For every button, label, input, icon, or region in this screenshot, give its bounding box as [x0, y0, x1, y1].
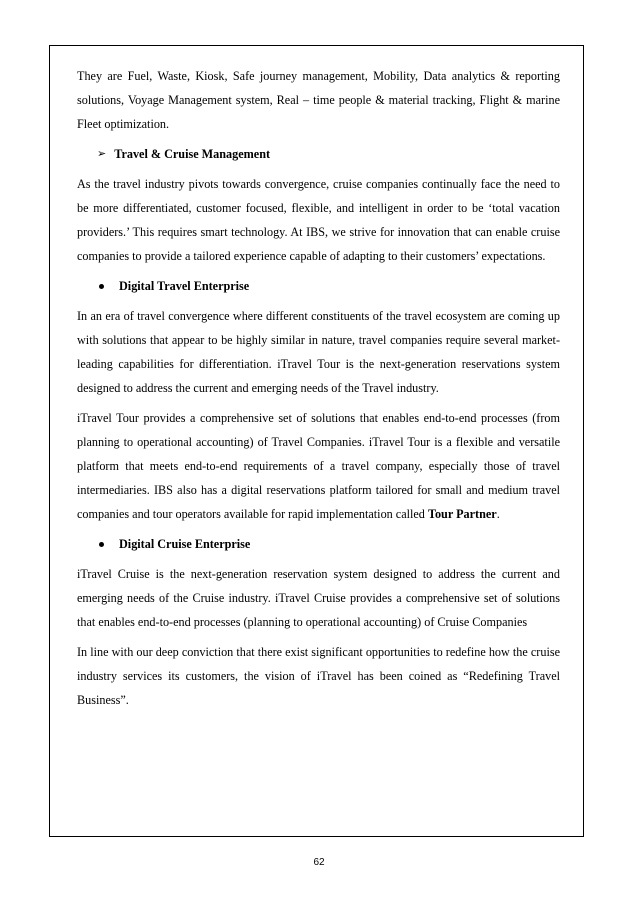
bullet-dot-icon: [99, 284, 104, 289]
paragraph-cruise-convergence: As the travel industry pivots towards convergence, cruise companies continually face the need to be more differentiated, customer focused, flexible, and intelligent in order to be ‘total vacation providers.’ This requires smart technology. At IBS, we strive for innovation that can enable cruise companies to provide a tailored experience capable of adapting to their customers’ expectations.: [77, 177, 560, 263]
page-number: 62: [313, 857, 325, 868]
paragraph-itravel-tour-text: iTravel Tour provides a comprehensive set of solutions that enables end-to-end processes (from planning to operational accounting) of Travel Companies. iTravel Tour is a flexible and versatile platform that meets end-to-end requirements of a travel company, especially those of travel intermediaries. IBS also has a digital reservations platform tailored for small and medium travel companies and tour operators available for rapid implementation called: [77, 411, 560, 521]
section-heading-label: Travel & Cruise Management: [114, 147, 271, 161]
section-heading-travel-cruise-management: [77, 142, 560, 166]
paragraph-travel-convergence: In an era of travel convergence where different constituents of the travel ecosystem are coming up with solutions that appear to be highly similar in nature, travel companies require several market-leading capabilities for differentiation. iTravel Tour is the next-generation reservations system designed to address the current and emerging needs of the Travel industry.: [77, 309, 560, 395]
paragraph-itravel-tour: [77, 406, 560, 526]
document-body: [77, 64, 560, 718]
subheading-digital-cruise-enterprise: [77, 532, 560, 556]
paragraph-vision: In line with our deep conviction that there exist significant opportunities to redefine how the cruise industry services its customers, the vision of iTravel has been coined as “Redefining Travel Business”.: [77, 645, 560, 707]
subheading-label: Digital Travel Enterprise: [119, 279, 250, 293]
bullet-dot-icon: [99, 542, 104, 547]
paragraph-itravel-tour-end: .: [496, 507, 500, 521]
paragraph-services-list: They are Fuel, Waste, Kiosk, Safe journey management, Mobility, Data analytics & reporting solutions, Voyage Management system, Real – time people & material tracking, Flight & marine Fleet optimization.: [77, 69, 560, 131]
paragraph-itravel-cruise: iTravel Cruise is the next-generation reservation system designed to address the current and emerging needs of the Cruise industry. iTravel Cruise provides a comprehensive set of solutions that enables end-to-end processes (planning to operational accounting) of Cruise Companies: [77, 567, 560, 629]
arrow-bullet-icon: ➢: [97, 147, 107, 160]
tour-partner-bold: Tour Partner: [427, 507, 497, 521]
subheading-digital-travel-enterprise: [77, 274, 560, 298]
subheading-label: Digital Cruise Enterprise: [119, 537, 251, 551]
